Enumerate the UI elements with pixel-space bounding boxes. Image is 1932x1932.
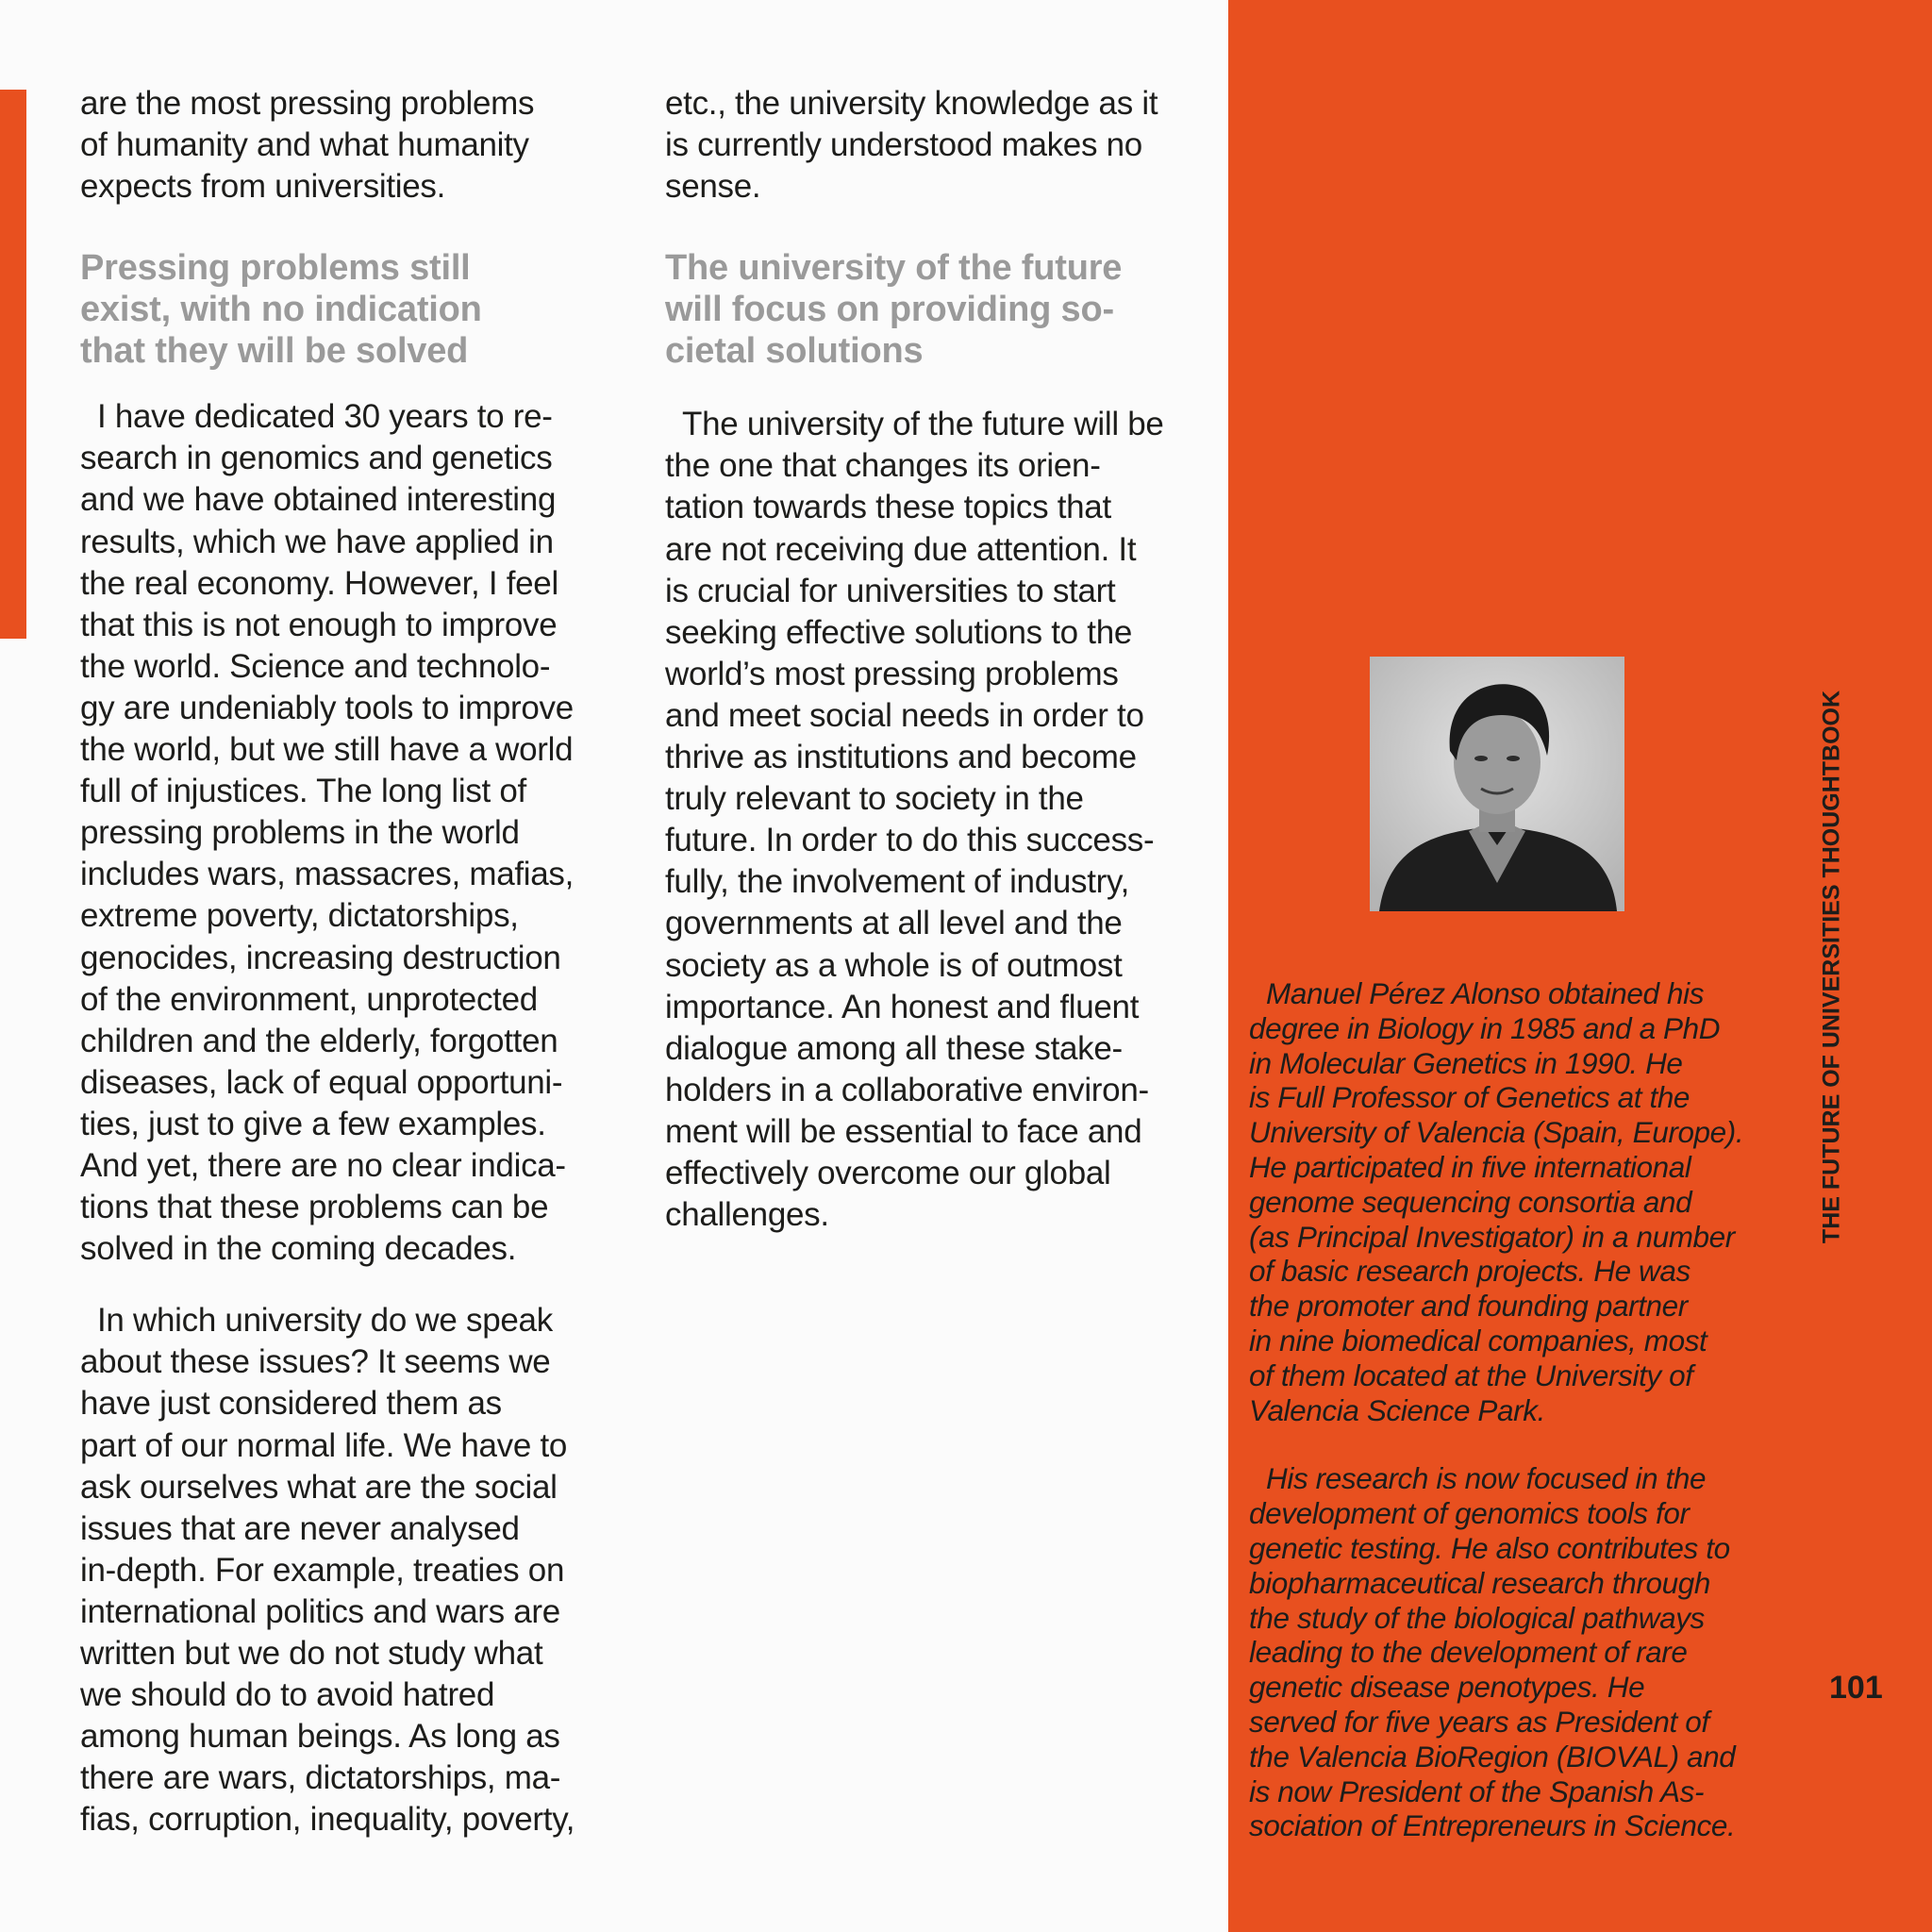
text-line: is crucial for universities to start	[665, 572, 1116, 609]
text-line: tation towards these topics that	[665, 489, 1111, 526]
text-line: In which university do we speak	[97, 1302, 553, 1340]
text-line: genocides, increasing destruction	[80, 939, 561, 976]
text-line: is currently understood makes no	[665, 126, 1142, 164]
text-line: of them located at the University of	[1249, 1357, 1693, 1392]
text-line: leading to the development of rare	[1249, 1635, 1688, 1670]
text-line: (as Principal Investigator) in a number	[1249, 1219, 1735, 1254]
text-line: that they will be solved	[80, 331, 469, 372]
text-line: written but we do not study what	[80, 1635, 543, 1672]
text-line: diseases, lack of equal opportuni-	[80, 1063, 563, 1101]
text-line: The university of the future	[665, 248, 1123, 289]
text-line: extreme poverty, dictatorships,	[80, 897, 519, 935]
text-line: dialogue among all these stake-	[665, 1029, 1123, 1067]
running-title: THE FUTURE OF UNIVERSITIES THOUGHTBOOK	[1818, 690, 1845, 1244]
left-accent-bar	[0, 90, 26, 639]
text-line: effectively overcome our global	[665, 1154, 1111, 1191]
author-bio	[1249, 976, 1777, 1843]
text-line: of the environment, unprotected	[80, 980, 538, 1018]
text-line: full of injustices. The long list of	[80, 773, 526, 810]
text-line: ask ourselves what are the social	[80, 1468, 558, 1506]
text-line: in-depth. For example, treaties on	[80, 1551, 565, 1589]
text-line: biopharmaceutical research through	[1249, 1565, 1710, 1600]
text-line: the study of the biological pathways	[1249, 1600, 1705, 1635]
text-column-left	[80, 83, 608, 1840]
text-line: in Molecular Genetics in 1990. He	[1249, 1045, 1683, 1080]
text-line: The university of the future will be	[682, 406, 1164, 443]
text-line: the promoter and founding partner	[1249, 1289, 1688, 1324]
text-line: in nine biomedical companies, most	[1249, 1323, 1707, 1357]
text-line: served for five years as President of	[1249, 1704, 1709, 1739]
text-line: the one that changes its orien-	[665, 447, 1101, 485]
text-line: seeking effective solutions to the	[665, 613, 1133, 651]
text-line: University of Valencia (Spain, Europe).	[1249, 1115, 1744, 1150]
bio-paragraph-career	[1249, 976, 1777, 1427]
text-line: development of genomics tools for	[1249, 1496, 1690, 1531]
text-line: importance. An honest and fluent	[665, 988, 1140, 1025]
text-line: issues that are never analysed	[80, 1509, 520, 1547]
text-line: will focus on providing so-	[665, 290, 1114, 330]
text-line: holders in a collaborative environ-	[665, 1071, 1149, 1108]
text-line: have just considered them as	[80, 1385, 502, 1423]
text-line: future. In order to do this success-	[665, 822, 1155, 859]
text-line: tions that these problems can be	[80, 1189, 549, 1226]
text-line: Pressing problems still	[80, 248, 471, 289]
text-line: solved in the coming decades.	[80, 1230, 517, 1268]
text-line: fully, the involvement of industry,	[665, 863, 1130, 901]
section-heading-future-university	[665, 247, 1212, 372]
text-line: that this is not enough to improve	[80, 606, 558, 643]
text-line: among human beings. As long as	[80, 1718, 560, 1756]
text-line: the world. Science and technolo-	[80, 647, 551, 685]
text-line: And yet, there are no clear indica-	[80, 1146, 566, 1184]
text-line: sociation of Entrepreneurs in Science.	[1249, 1808, 1736, 1843]
text-line: of basic research projects. He was	[1249, 1254, 1690, 1289]
text-line: expects from universities.	[80, 168, 446, 206]
author-sidebar	[1228, 0, 1932, 1932]
text-line: there are wars, dictatorships, ma-	[80, 1759, 561, 1797]
body-paragraph-university-issues	[80, 1300, 608, 1840]
text-line: ment will be essential to face and	[665, 1112, 1142, 1150]
text-line: search in genomics and genetics	[80, 440, 553, 477]
bio-paragraph-research	[1249, 1461, 1777, 1843]
text-line: His research is now focused in the	[1266, 1461, 1707, 1496]
text-line: society as a whole is of outmost	[665, 946, 1123, 984]
text-line: and we have obtained interesting	[80, 481, 557, 519]
text-line: Valencia Science Park.	[1249, 1392, 1545, 1427]
text-line: genetic testing. He also contributes to	[1249, 1530, 1730, 1565]
text-column-right	[665, 83, 1212, 1236]
page-number: 101	[1829, 1670, 1883, 1706]
text-line: is now President of the Spanish As-	[1249, 1774, 1705, 1808]
text-line: are the most pressing problems	[80, 85, 535, 122]
text-line: truly relevant to society in the	[665, 780, 1084, 818]
intro-text	[665, 83, 1212, 208]
text-line: international politics and wars are	[80, 1592, 560, 1630]
text-line: Manuel Pérez Alonso obtained his	[1266, 976, 1705, 1010]
text-line: thrive as institutions and become	[665, 739, 1137, 776]
text-line: He participated in five international	[1249, 1149, 1691, 1184]
text-line: exist, with no indication	[80, 290, 482, 330]
text-line: fias, corruption, inequality, poverty,	[80, 1801, 575, 1839]
text-line: genome sequencing consortia and	[1249, 1184, 1692, 1219]
intro-text	[80, 83, 608, 208]
text-line: ties, just to give a few examples.	[80, 1105, 546, 1142]
text-line: are not receiving due attention. It	[665, 530, 1137, 568]
text-line: challenges.	[665, 1196, 829, 1234]
text-line: I have dedicated 30 years to re-	[97, 398, 553, 436]
text-line: part of our normal life. We have to	[80, 1426, 568, 1464]
text-line: the real economy. However, I feel	[80, 564, 558, 602]
text-line: etc., the university knowledge as it	[665, 85, 1158, 122]
section-heading-pressing-problems	[80, 247, 608, 372]
text-line: pressing problems in the world	[80, 814, 520, 852]
text-line: degree in Biology in 1985 and a PhD	[1249, 1010, 1721, 1045]
body-paragraph-future	[665, 404, 1212, 1236]
text-line: of humanity and what humanity	[80, 126, 529, 164]
text-line: includes wars, massacres, mafias,	[80, 856, 575, 893]
text-line: is Full Professor of Genetics at the	[1249, 1080, 1690, 1115]
text-line: results, which we have applied in	[80, 523, 554, 560]
text-line: genetic disease penotypes. He	[1249, 1670, 1645, 1705]
text-line: we should do to avoid hatred	[80, 1676, 495, 1714]
text-line: cietal solutions	[665, 331, 924, 372]
text-line: and meet social needs in order to	[665, 696, 1144, 734]
text-line: world’s most pressing problems	[665, 655, 1119, 692]
text-line: children and the elderly, forgotten	[80, 1022, 558, 1059]
text-line: governments at all level and the	[665, 905, 1123, 942]
body-paragraph-research	[80, 396, 608, 1270]
text-line: sense.	[665, 168, 761, 206]
text-line: about these issues? It seems we	[80, 1343, 551, 1381]
text-line: the world, but we still have a world	[80, 731, 574, 769]
text-line: gy are undeniably tools to improve	[80, 689, 574, 726]
author-portrait-photo	[1370, 657, 1624, 911]
text-line: the Valencia BioRegion (BIOVAL) and	[1249, 1739, 1736, 1774]
